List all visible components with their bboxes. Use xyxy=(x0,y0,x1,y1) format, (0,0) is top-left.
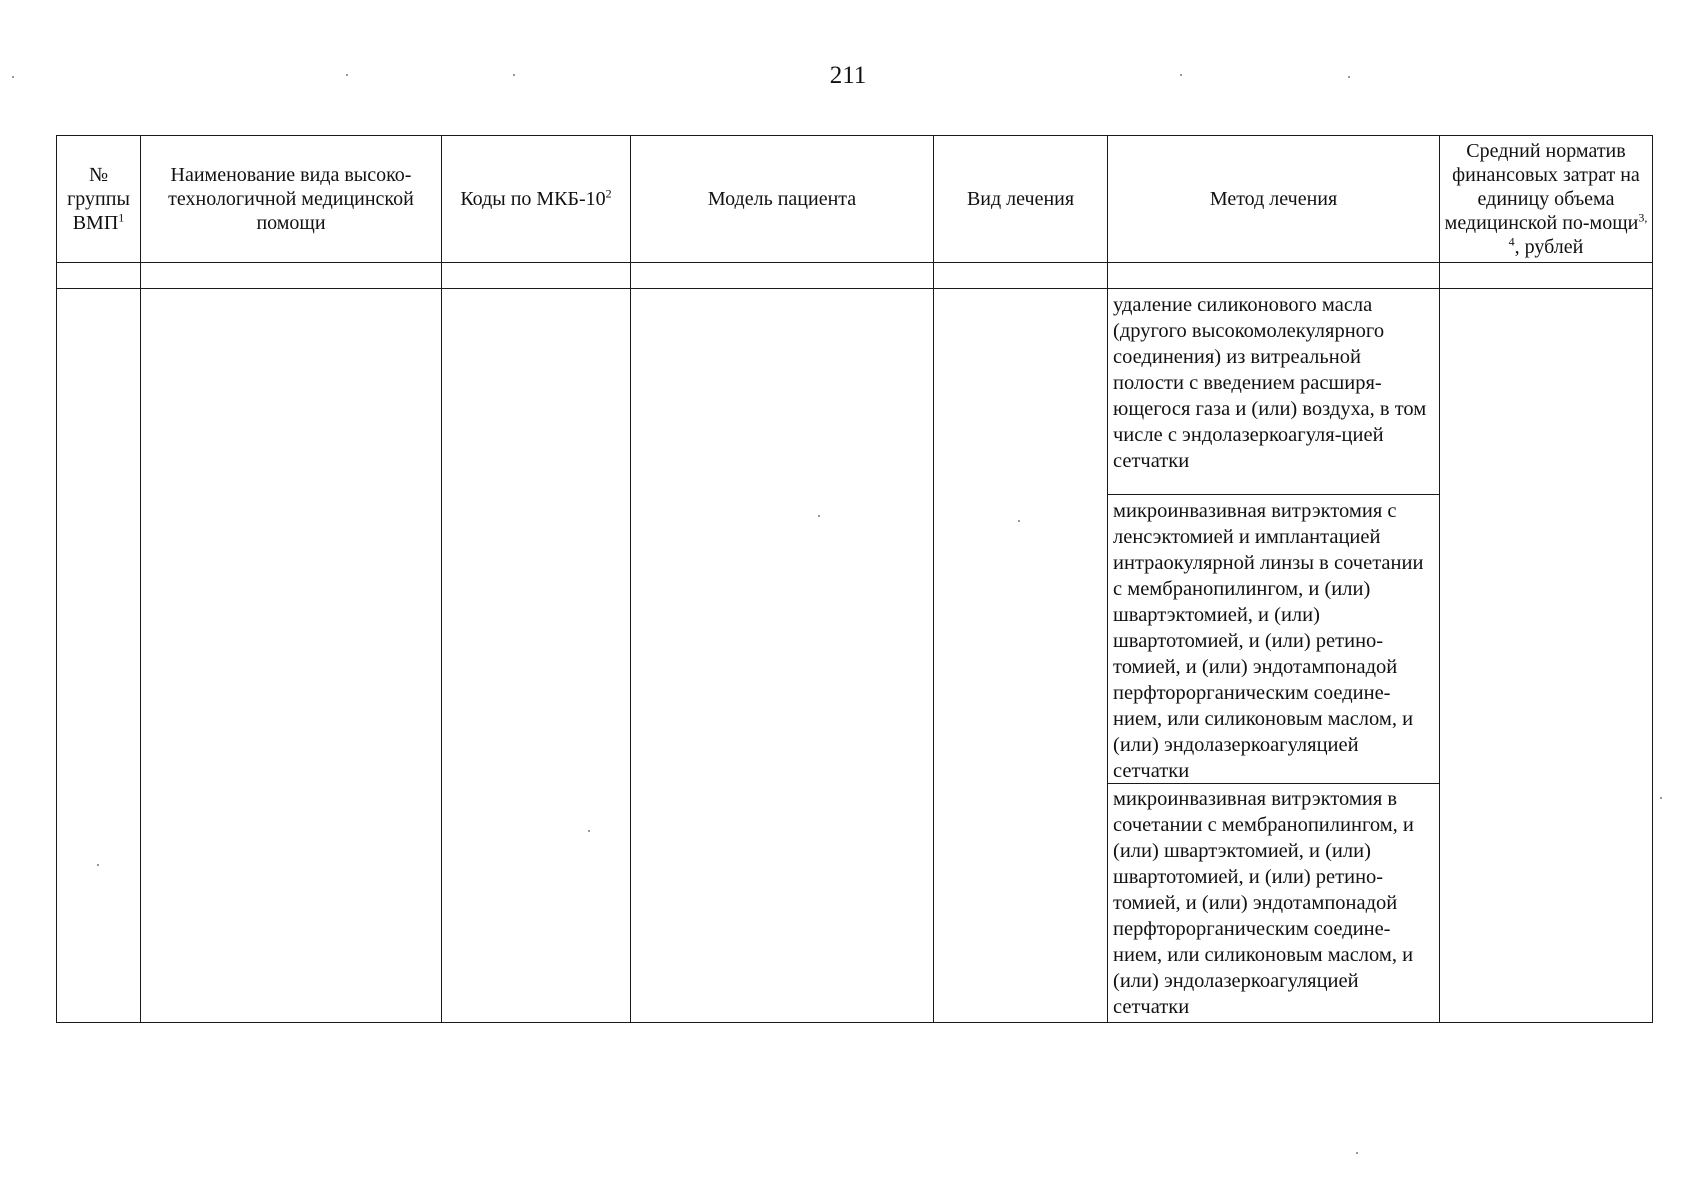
scan-speck xyxy=(588,830,590,832)
icd-codes-cell xyxy=(442,289,631,1023)
patient-model-cell xyxy=(631,289,934,1023)
header-avg-cost: Средний норматив финансовых затрат на единицу объема медицинской по-мощи$^{3, 4}$, рублей xyxy=(1440,136,1653,263)
empty-cell xyxy=(1108,263,1440,289)
scan-speck xyxy=(1018,520,1020,522)
header-hmp-name: Наименование вида высоко-технологичной медицинской помощи xyxy=(141,136,442,263)
empty-cell xyxy=(141,263,442,289)
hmp-name-cell xyxy=(141,289,442,1023)
treatment-type-cell xyxy=(934,289,1108,1023)
vmp-table xyxy=(56,135,1653,1023)
group-no-cell xyxy=(57,289,141,1023)
empty-cell xyxy=(57,263,141,289)
table-row xyxy=(57,289,1653,1023)
table-header-row xyxy=(57,136,1653,263)
method-item: микроинвазивная витрэктомия в сочетании с мембранопилингом, и (или) швартэктомией, и (или) швартотомией, и (или) ретино-томией, и (или) эндотампонадой перфторорганическим соедине-нием, или силиконовым маслом, и (или) эндолазеркоагуляцией сетчатки xyxy=(1108,783,1439,1022)
header-treatment-method: Метод лечения xyxy=(1108,136,1440,263)
scan-speck xyxy=(1348,76,1350,78)
page-number: 211 xyxy=(829,62,867,89)
treatment-method-cell xyxy=(1108,289,1440,1023)
scan-speck xyxy=(97,864,99,866)
scan-speck xyxy=(513,74,515,76)
scan-speck xyxy=(1180,74,1182,76)
avg-cost-cell xyxy=(1440,289,1653,1023)
scan-speck xyxy=(818,515,820,517)
empty-cell xyxy=(934,263,1108,289)
method-item: удаление силиконового масла (другого высокомолекулярного соединения) из витреальной полости с введением расширя-ющегося газа и (или) воздуха, в том числе с эндолазеркоагуля-цией сетчатки xyxy=(1113,294,1427,472)
header-group-no: № группы ВМП$^1$ xyxy=(57,136,141,263)
empty-cell xyxy=(442,263,631,289)
method-item: микроинвазивная витрэктомия с ленсэктомией и имплантацией интраокулярной линзы в сочетании с мембранопилингом, и (или) швартэктомией, и (или) швартотомией, и (или) ретино-томией, и (или) эндотампонадой перфторорганическим соедине-нием, или силиконовым маслом, и (или) эндолазеркоагуляцией сетчатки xyxy=(1108,494,1439,783)
scan-speck xyxy=(1660,797,1662,799)
header-icd-codes: Коды по МКБ-$10^2$ xyxy=(442,136,631,263)
scan-speck xyxy=(12,76,14,78)
scan-speck xyxy=(346,74,348,76)
empty-cell xyxy=(631,263,934,289)
header-patient-model: Модель пациента xyxy=(631,136,934,263)
scan-speck xyxy=(1356,1152,1358,1154)
header-treatment-type: Вид лечения xyxy=(934,136,1108,263)
column-number-row xyxy=(57,263,1653,289)
empty-cell xyxy=(1440,263,1653,289)
